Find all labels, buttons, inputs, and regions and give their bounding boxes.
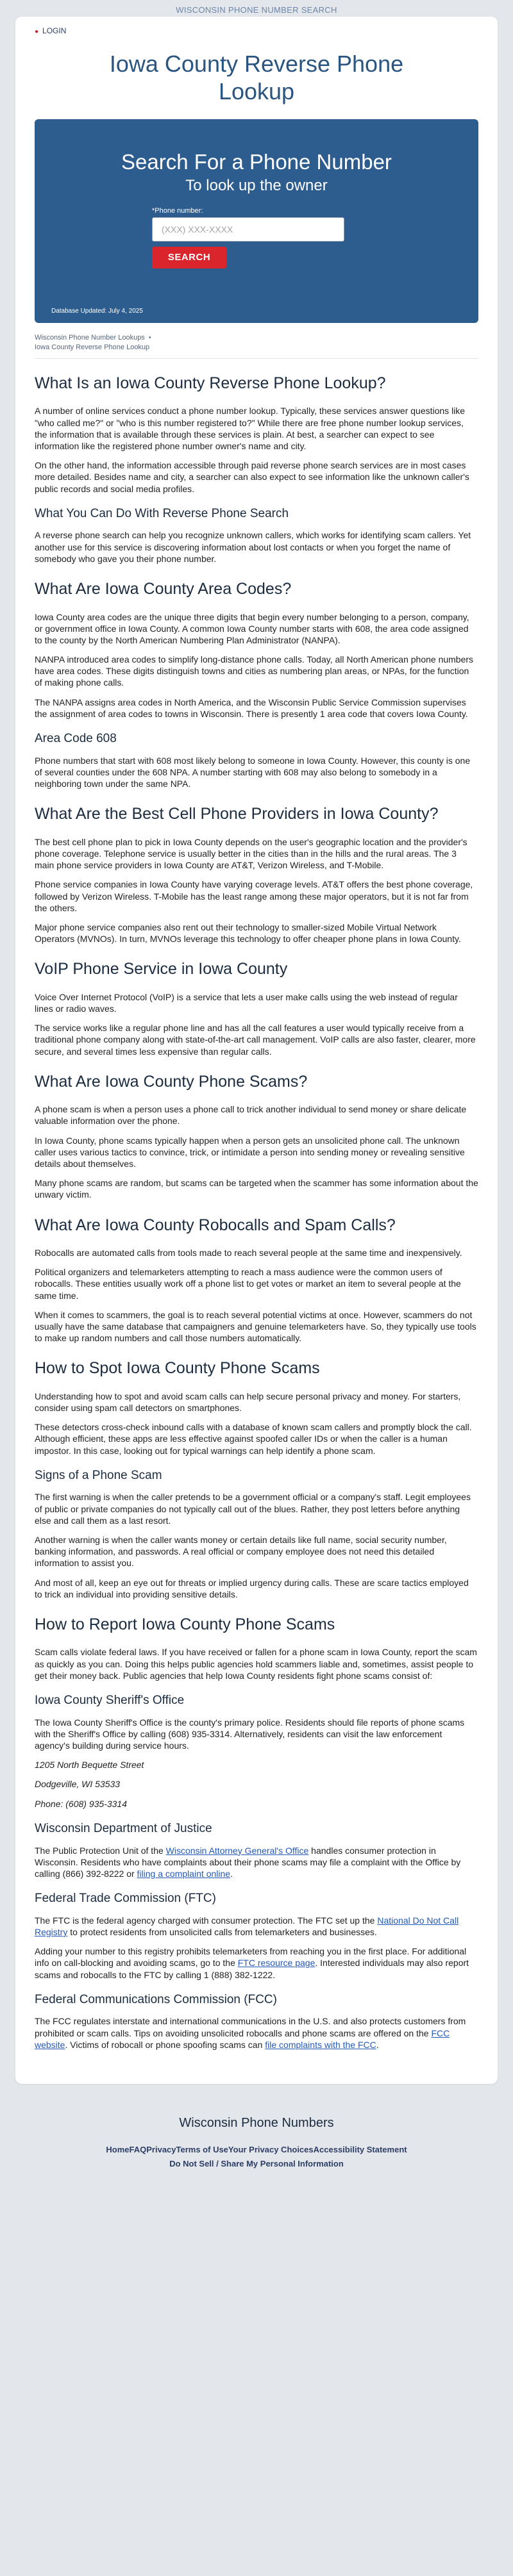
footer-title: Wisconsin Phone Numbers: [179, 2115, 334, 2130]
paragraph: The Iowa County Sheriff's Office is the county's primary police. Residents should file reports of phone scams with the Sheriff's Office by calling (608) 935-3314. Alternatively, residents can visit the law enforcement agency's building during service hours.: [35, 1717, 465, 1751]
paragraph: Phone numbers that start with 608 most likely belong to someone in Iowa County. However, this county is one of several counties under the 608 NPA. A number starting with 608 may also belong to somebody in a neighboring town under the same NPA.: [35, 755, 471, 789]
text-run: .: [376, 2039, 379, 2050]
paragraph: [35, 1915, 478, 1938]
footer-link-faq[interactable]: FAQ: [129, 2144, 147, 2154]
subsection-heading: Wisconsin Department of Justice: [35, 1821, 212, 1835]
paragraph: On the other hand, the information accessible through paid reverse phone search services are in most cases more detailed. Besides name and city, a searcher can also expect to see information like the unknown caller's public records and social media profiles.: [35, 460, 469, 494]
text-run: to protect residents from unsolicited calls from telemarketers and businesses.: [67, 1926, 377, 1937]
address-phone: Phone: (608) 935-3314: [35, 1798, 127, 1809]
breadcrumb: [35, 323, 478, 359]
paragraph: Scam calls violate federal laws. If you have received or fallen for a phone scam in Iowa County, report the scam as quickly as you can. Doing this helps public agencies hold scammers liable and, sometimes, assist people to get their money back. Public agencies that help Iowa County residents fight phone scams consist of:: [35, 1647, 477, 1681]
paragraph: Phone service companies in Iowa County have varying coverage levels. AT&T offers the best phone coverage, followed by Verizon Wireless. T-Mobile has the least range among these major operators, but it is not far from the others.: [35, 879, 473, 913]
section-heading: What Are the Best Cell Phone Providers in Iowa County?: [35, 805, 439, 823]
paragraph: Robocalls are automated calls from tools made to reach several people at the same time and inexpensively.: [35, 1248, 462, 1259]
section-heading: What Are Iowa County Phone Scams?: [35, 1072, 308, 1091]
search-button[interactable]: SEARCH: [152, 247, 226, 268]
paragraph: [35, 1845, 478, 1880]
phone-search-form: [152, 206, 346, 268]
bullet-icon: ●: [35, 28, 39, 35]
subsection-heading: What You Can Do With Reverse Phone Search: [35, 506, 289, 520]
paragraph: Political organizers and telemarketers attempting to reach a mass audience were the common users of robocalls. These entities usually work off a phone list to get votes or market an item to several people at the same time.: [35, 1267, 461, 1301]
text-run: . Victims of robocall or phone spoofing scams can: [65, 2039, 265, 2050]
section-heading: What Are Iowa County Area Codes?: [35, 580, 292, 599]
text-run: Adding your number to this registry prohibits telemarketers from reaching you in the first place. For additional info on call-blocking and avoiding scams, go to the: [35, 1946, 467, 1969]
text-run: The FCC regulates interstate and international communications in the U.S. and also protects customers from prohibited or scam calls. Tips on avoiding unsolicited robocalls and phone scams are offered on the: [35, 2016, 466, 2038]
page-container: [15, 17, 498, 2084]
text-run: The FTC is the federal agency charged with consumer protection. The FTC set up the: [35, 1915, 378, 1926]
subsection-heading: Federal Communications Commission (FCC): [35, 1992, 277, 2006]
hero-title: Search For a Phone Number: [121, 150, 392, 174]
footer-link-accessibility[interactable]: Accessibility Statement: [313, 2144, 407, 2154]
paragraph: In Iowa County, phone scams typically happen when a person gets an unsolicited phone call. The unknown caller uses various tactics to convince, trick, or intimidate a person into sending money or revealing sensitive details about themselves.: [35, 1135, 465, 1169]
do-not-call-registry-link[interactable]: National Do Not Call Registry: [35, 1915, 459, 1937]
section-heading: VoIP Phone Service in Iowa County: [35, 960, 288, 978]
paragraph: A number of online services conduct a phone number lookup. Typically, these services answer questions like "who called me?" or "who is this number registered to?" While there are free phone number lookup services, the information that is available through these services is plain. At best, a searcher can expect to see information like the registered phone number owner's name and city.: [35, 406, 466, 452]
phone-number-input[interactable]: [152, 217, 344, 242]
database-updated: Database Updated: July 4, 2025: [51, 308, 143, 315]
fcc-complaints-link[interactable]: file complaints with the FCC: [265, 2039, 376, 2050]
breadcrumb-separator-icon: •: [148, 334, 151, 342]
fcc-website-link[interactable]: FCC website: [35, 2027, 450, 2050]
text-run: handles consumer protection in Wisconsin. Residents who have complaints about their phone scams may file a complaint with the Office by calling (866) 392-8222 or: [35, 1845, 461, 1879]
section-heading: How to Report Iowa County Phone Scams: [35, 1615, 335, 1633]
address-street: 1205 North Bequette Street: [35, 1760, 144, 1771]
ftc-resource-page-link[interactable]: FTC resource page: [237, 1958, 315, 1969]
paragraph: The NANPA assigns area codes in North America, and the Wisconsin Public Service Commission supervises the assignment of area codes to towns in Wisconsin. There is presently 1 area code that covers Iowa County.: [35, 697, 468, 719]
paragraph: When it comes to scammers, the goal is to reach several potential victims at once. However, scammers do not usually have the same database that campaigners and genuine telemarketers have. So, they typically use tools to make up random numbers and call those numbers automatically.: [35, 1309, 476, 1344]
footer-link-privacy-choices[interactable]: Your Privacy Choices: [228, 2144, 314, 2154]
attorney-general-link[interactable]: Wisconsin Attorney General's Office: [165, 1845, 309, 1856]
footer-link-terms[interactable]: Terms of Use: [176, 2144, 228, 2154]
subsection-heading: Iowa County Sheriff's Office: [35, 1694, 185, 1708]
text-run: The Public Protection Unit of the: [35, 1845, 166, 1856]
paragraph: Many phone scams are random, but scams can be targeted when the scammer has some information about the unwary victim.: [35, 1178, 478, 1200]
file-complaint-online-link[interactable]: filing a complaint online: [137, 1868, 231, 1879]
breadcrumb-item-wisconsin[interactable]: Wisconsin Phone Number Lookups: [35, 334, 145, 342]
paragraph: And most of all, keep an eye out for threats or implied urgency during calls. These are scare tactics employed to trick an individual into providing sensitive details.: [35, 1577, 469, 1599]
section-heading: What Is an Iowa County Reverse Phone Lookup?: [35, 374, 386, 392]
paragraph: Iowa County area codes are the unique three digits that begin every number belonging to a person, company, or government office in Iowa County. A common Iowa County number starts with 608, the area code assigned to the county by the North American Numbering Plan Administrator (NANPA).: [35, 611, 469, 645]
required-asterisk: *: [152, 206, 155, 215]
paragraph: The service works like a regular phone line and has all the call features a user would typically receive from a traditional phone company along with state-of-the-art call management. VoIP calls are also faster, clearer, more secure, and several times less expensive than regular calls.: [35, 1023, 476, 1057]
text-run: .: [230, 1868, 233, 1879]
footer-link-privacy[interactable]: Privacy: [146, 2144, 176, 2154]
subsection-heading: Signs of a Phone Scam: [35, 1468, 162, 1482]
paragraph: [35, 2015, 478, 2051]
footer-link-do-not-sell[interactable]: Do Not Sell / Share My Personal Information: [169, 2159, 344, 2169]
login-link[interactable]: LOGIN: [42, 26, 67, 36]
section-heading: What Are Iowa County Robocalls and Spam Calls?: [35, 1216, 396, 1234]
paragraph: Major phone service companies also rent out their technology to smaller-sized Mobile Virtual Network Operators (MVNOs). In turn, MVNOs leverage this technology to offer cheaper phone plans in Iowa County.: [35, 921, 461, 945]
subsection-heading: Area Code 608: [35, 732, 117, 746]
paragraph: Another warning is when the caller wants money or certain details like full name, social security number, banking information, and passwords. A real official or company employee does not need this detailed information to assist you.: [35, 1535, 447, 1569]
paragraph: A phone scam is when a person uses a phone call to trick another individual to send money or share delicate valuable information over the phone.: [35, 1104, 467, 1127]
paragraph: These detectors cross-check inbound calls with a database of known scam callers and promptly block the call. Although efficient, these apps are less effective against spoofed caller IDs or when the caller is a human impostor. In this case, looking out for typical warnings can help identify a phone scam.: [35, 1422, 472, 1456]
paragraph: Understanding how to spot and avoid scam calls can help secure personal privacy and money. For starters, consider using spam call detectors on smartphones.: [35, 1391, 461, 1414]
footer-link-home[interactable]: Home: [106, 2144, 130, 2154]
paragraph: A reverse phone search can help you recognize unknown callers, which works for identifying scam callers. Yet another use for this service is discovering information about lost contacts or when you forget the name of somebody who gave you their phone number.: [35, 530, 471, 564]
paragraph: [35, 1945, 478, 1981]
paragraph: The best cell phone plan to pick in Iowa County depends on the user's geographic location and the provider's phone coverage. Telephone service is usually better in the cities than in the hills and the rural areas. The 3 main phone service providers in Iowa County are AT&T, Verizon Wireless, and T-Mobile.: [35, 836, 467, 871]
paragraph: NANPA introduced area codes to simplify long-distance phone calls. Today, all North American phone numbers have area codes. These digits distinguish towns and cities as numbering plan areas, or NPAs, for the function of making phone calls.: [35, 654, 474, 688]
article-content: [35, 373, 478, 2051]
text-run: . Interested individuals may also report scams and robocalls to the FTC by calling 1 (888) 382-1222.: [35, 1958, 469, 1980]
paragraph: Voice Over Internet Protocol (VoIP) is a service that lets a user make calls using the web instead of regular lines or radio waves.: [35, 991, 458, 1014]
top-bar: [0, 0, 513, 17]
footer-links: [0, 2143, 513, 2171]
phone-label-text: Phone number: [155, 206, 201, 215]
address-city: Dodgeville, WI 53533: [35, 1779, 121, 1790]
phone-label: *Phone number:: [152, 206, 203, 215]
hero-subtitle: To look up the owner: [185, 177, 328, 195]
breadcrumb-item-current: Iowa County Reverse Phone Lookup: [35, 343, 150, 351]
subsection-heading: Federal Trade Commission (FTC): [35, 1892, 216, 1906]
page-title: Iowa County Reverse Phone Lookup: [109, 51, 404, 105]
login-row: [35, 24, 478, 38]
top-bar-title: WISCONSIN PHONE NUMBER SEARCH: [176, 5, 337, 15]
search-hero: [35, 119, 478, 323]
section-heading: How to Spot Iowa County Phone Scams: [35, 1359, 320, 1378]
paragraph: The first warning is when the caller pretends to be a government official or a company's staff. Legit employees of public or private companies do not typically call out of the blues. Rather, they post letters before anything else and call them as a last resort.: [35, 1492, 471, 1526]
footer: [0, 2084, 513, 2190]
